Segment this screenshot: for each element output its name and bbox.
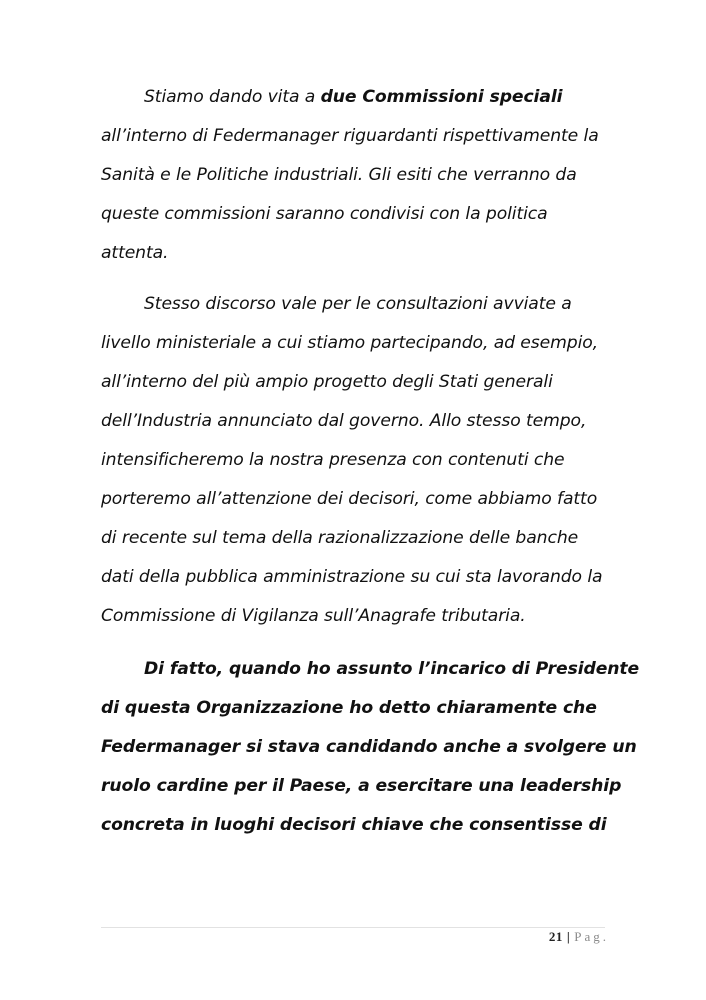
text-run: Stiamo dando vita a [144, 87, 321, 107]
paragraph-consultazioni [101, 285, 621, 636]
page-label: Pag. [574, 929, 609, 944]
text-line [101, 78, 621, 117]
footer-divider [101, 927, 605, 928]
emphasis-text: due Commissioni speciali [320, 87, 563, 107]
text-line: ruolo cardine per il Paese, a esercitare una leadership [101, 776, 622, 796]
text-line: all’interno di Federmanager riguardanti rispettivamente la [101, 126, 599, 146]
text-line: concreta in luoghi decisori chiave che consentisse di [101, 815, 607, 835]
text-line: di recente sul tema della razionalizzazione delle banche [101, 528, 579, 548]
text-line: dati della pubblica amministrazione su cui sta lavorando la [101, 567, 603, 587]
text-line: dell’Industria annunciato dal governo. Allo stesso tempo, [101, 411, 587, 431]
text-line: intensificheremo la nostra presenza con contenuti che [101, 450, 565, 470]
text-line: porteremo all’attenzione dei decisori, come abbiamo fatto [101, 489, 598, 509]
text-line: queste commissioni saranno condivisi con la politica [101, 204, 548, 224]
footer-separator: | [566, 929, 571, 944]
text-line: Federmanager si stava candidando anche a svolgere un [101, 737, 637, 757]
page-number: 21 [548, 929, 563, 944]
text-line: livello ministeriale a cui stiamo partecipando, ad esempio, [101, 333, 599, 353]
text-line: Di fatto, quando ho assunto l’incarico di Presidente [144, 659, 640, 679]
paragraph-presidente [101, 650, 640, 845]
paragraph-commissioni [101, 78, 621, 273]
text-line: Commissione di Vigilanza sull’Anagrafe tributaria. [101, 606, 526, 626]
text-line: di questa Organizzazione ho detto chiaramente che [101, 698, 597, 718]
text-line: Sanità e le Politiche industriali. Gli esiti che verranno da [101, 165, 577, 185]
text-line: all’interno del più ampio progetto degli Stati generali [101, 372, 553, 392]
text-line: Stesso discorso vale per le consultazioni avviate a [144, 294, 572, 314]
text-line: attenta. [101, 243, 169, 263]
page-footer [549, 929, 609, 945]
